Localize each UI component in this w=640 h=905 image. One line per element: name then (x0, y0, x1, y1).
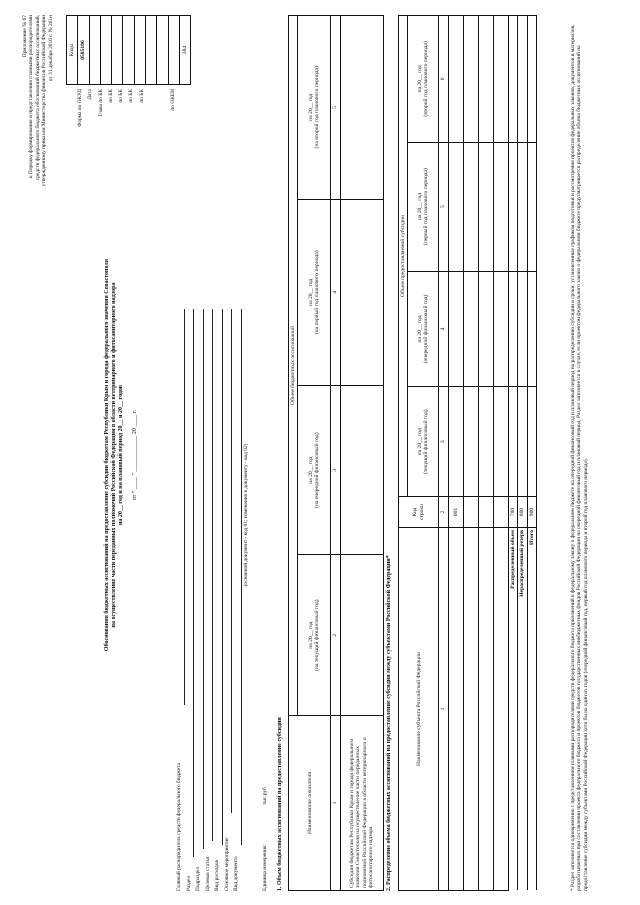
title-line-1: Обоснования бюджетных ассигнований на предоставление субсидии бюджетам Республики Крым и города федерального значения Севастополя (104, 258, 110, 652)
field-celevaya-statya: Целевая статья (204, 856, 211, 891)
label-glava: Глава по БК (97, 89, 104, 117)
field-glavny-rasporyaditel: Главный распорядитель средств федерального бюджета (176, 762, 182, 891)
s2-total-label: Распределенный объем (508, 528, 517, 891)
code-empty-1 (157, 16, 168, 85)
s2-row-name[interactable] (463, 528, 478, 891)
document-date: от " ____ " ____________ 20 ____ г. (132, 409, 138, 501)
s1-col-3-year: на 20__ год (308, 278, 314, 306)
s2-cell[interactable] (463, 387, 478, 497)
s2-group-header: Объем предоставляемой субсидии (399, 16, 408, 497)
s2-cell[interactable] (518, 142, 527, 271)
s2-total-code: 800 (518, 497, 527, 528)
s2-cell[interactable] (527, 387, 536, 497)
s2-total-code: 700 (508, 497, 517, 528)
s2-col-3-sub: (первый год планового периода) (423, 168, 430, 246)
field-line (231, 309, 232, 813)
s2-col-4 (408, 16, 439, 143)
appendix-block (22, 15, 54, 345)
field-line (184, 309, 185, 705)
title-line-2: на осуществление части переданных полномочий Российской Федерации в области ветеринарного и фитосанитарного надзора (111, 282, 117, 628)
field-podrazdel: Подраздел (195, 866, 201, 891)
s2-cell[interactable] (448, 142, 463, 271)
code-bk-4 (146, 16, 157, 85)
section1-title: 1. Объем бюджетных ассигнований на предоставление субсидии (277, 717, 283, 891)
label-bk-3: по БК (128, 89, 135, 103)
s2-cell[interactable] (527, 271, 536, 387)
s2-num: 3 (439, 387, 448, 497)
s1-col-2 (298, 386, 331, 555)
s1-cell[interactable] (340, 386, 383, 555)
unit-label: Единица измерения: (262, 844, 268, 891)
code-bk-1 (112, 16, 123, 85)
s1-col-4-year: на 20__ год (308, 93, 314, 121)
s2-row-code (478, 497, 493, 528)
label-empty-2 (159, 89, 169, 185)
s2-col-1-sub: (текущий финансовый год) (423, 409, 430, 475)
s2-col-4-year: на 20__ год (417, 65, 423, 93)
codes-header: Коды (67, 16, 78, 85)
s2-cell[interactable] (478, 142, 493, 271)
section1-table (288, 15, 384, 891)
s2-cell[interactable] (448, 271, 463, 387)
s2-num: 4 (439, 271, 448, 387)
s2-total-label: Нераспределенный резерв (518, 528, 527, 891)
field-line (241, 309, 242, 845)
s2-col-1-year: на 20__ год (417, 428, 423, 456)
doc-type-note: (основной документ - код 01; изменения к документу - код 02) (243, 443, 249, 587)
field-line (222, 309, 223, 845)
label-bk-1: по БК (107, 89, 114, 103)
s1-col-4-sub: (на второй год планового периода) (314, 66, 321, 149)
s2-col-code: Код строки (399, 497, 439, 528)
s2-row-code: 001 (448, 497, 463, 528)
s2-col-3-year: на 20__ год (417, 193, 423, 221)
s2-cell[interactable] (518, 271, 527, 387)
code-glava (100, 16, 111, 85)
s2-row-code (463, 497, 478, 528)
label-okud: Форма по ОКУД (77, 89, 83, 127)
appendix-line: средств федерального бюджета обоснований бюджетных ассигнований, (34, 15, 41, 181)
codes-table (66, 15, 191, 85)
label-empty-1 (149, 89, 159, 185)
code-bk-2 (123, 16, 134, 85)
s2-cell[interactable] (463, 271, 478, 387)
s2-col-2-sub: (очередной финансовый год) (423, 294, 430, 364)
section2-table (398, 15, 537, 891)
field-razdel: Раздел (185, 875, 192, 891)
section2-title: 2. Распределение объема бюджетных ассигнований на предоставление субсидии между субъектами Российской Федерации* (386, 555, 392, 891)
s1-col-3 (298, 199, 331, 385)
s2-row-name[interactable] (493, 528, 508, 891)
s1-num: 2 (331, 555, 340, 716)
s2-row-name[interactable] (478, 528, 493, 891)
s2-cell[interactable] (478, 387, 493, 497)
s1-col-1-year: на 20__ год (308, 621, 314, 649)
s2-col-4-sub: (второй год планового периода) (423, 41, 430, 117)
s2-cell[interactable] (448, 16, 463, 143)
title-line-3: на 20__ год и на плановый период 20__ и 20__ годов (118, 384, 124, 526)
s2-cell[interactable] (518, 16, 527, 143)
s1-cell[interactable] (340, 199, 383, 385)
s2-cell[interactable] (463, 142, 478, 271)
s1-col-3-sub: (на первый год планового периода) (314, 250, 321, 335)
s1-cell[interactable] (340, 555, 383, 716)
s1-num: 1 (331, 716, 340, 891)
s2-cell[interactable] (508, 387, 517, 497)
s2-cell[interactable] (508, 142, 517, 271)
s1-row-label: Субсидия бюджетам Республики Крым и города федерального значения Севастополя на осуществление части переданных полномочий Российской Федерации в области ветеринарного и фитосанитарного надзора (340, 716, 383, 891)
s2-cell[interactable] (478, 271, 493, 387)
s2-cell[interactable] (518, 387, 527, 497)
s1-num: 4 (331, 199, 340, 385)
s2-num: 1 (439, 528, 448, 891)
s2-cell[interactable] (463, 16, 478, 143)
code-okei: 384 (179, 16, 190, 85)
s2-col-3 (408, 142, 439, 271)
s1-cell[interactable] (340, 16, 383, 200)
appendix-line: от 31 декабря 2016 г. № 261н (47, 15, 54, 82)
s2-cell[interactable] (493, 16, 508, 143)
s1-col-2-sub: (на очередной финансовый год) (314, 432, 321, 508)
header-fields (176, 291, 243, 891)
s2-cell[interactable] (508, 16, 517, 143)
s1-col-2-year: на 20__ год (308, 456, 314, 484)
s2-cell[interactable] (448, 387, 463, 497)
field-vid-dokumenta: Вид документа (233, 856, 239, 891)
s2-cell[interactable] (508, 271, 517, 387)
code-date (89, 16, 100, 85)
field-line (203, 309, 204, 849)
codes-labels (77, 89, 180, 185)
s2-cell[interactable] (478, 16, 493, 143)
s2-cell[interactable] (493, 387, 508, 497)
s2-cell[interactable] (493, 271, 508, 387)
s2-total-code: 900 (527, 497, 536, 528)
code-bk-3 (134, 16, 145, 85)
label-date: Дата (87, 89, 94, 100)
s2-col-2 (408, 271, 439, 387)
s2-col-2-year: на 20__ год (417, 315, 423, 343)
s2-num: 6 (439, 16, 448, 143)
s2-cell[interactable] (527, 142, 536, 271)
s2-cell[interactable] (527, 16, 536, 143)
s1-num: 5 (331, 16, 340, 200)
label-okei: по ОКЕИ (169, 89, 176, 111)
s1-group-header: Объем бюджетных ассигнований (289, 16, 298, 716)
document-title (104, 135, 125, 775)
label-bk-4: по БК (138, 89, 145, 103)
s2-cell[interactable] (493, 142, 508, 271)
s2-num: 2 (439, 497, 448, 528)
s2-col-1 (408, 387, 439, 497)
s2-num: 5 (439, 142, 448, 271)
label-bk-2: по БК (118, 89, 125, 103)
code-empty-2 (168, 16, 179, 85)
footnote: * Раздел заполняется одновременно с представлением главными распорядителями средств федерального бюджета приложений к федеральному закону о федеральном бюджете на очередной финансовый год и плановый период по распределению субсидии в сроки, установленные графиком подготовки и рассмотрения проектов федеральных законов, документов и материалов, разрабатываемых при составлении проекта федерального бюджета и проектов бюджетов государственных внебюджетных фондов Российской Федерации на очередной финансовый год и плановый период. Раздел заполняется в случае, если проектом федерального закона о федеральном бюджете предусматривается распределение объема бюджетных ассигнований на предоставление субсидии между субъектами Российской Федерации хотя бы на один из годов (очередной финансовый год, первый год планового периода и второй год планового периода). (570, 24, 589, 891)
s1-col-1 (298, 555, 331, 716)
s1-col-name: Наименование показателя (289, 716, 331, 891)
appendix-line: утвержденному приказом Министерства финансов Российской Федерации (41, 15, 48, 187)
field-osnovnoe-meropriyatie: Основное мероприятие (223, 837, 230, 891)
s2-row-code (493, 497, 508, 528)
s2-total-label: Итого (527, 528, 536, 891)
appendix-title: Приложение № 67 (22, 15, 28, 58)
s2-row-name[interactable] (448, 528, 463, 891)
field-line (193, 309, 194, 857)
s1-col-1-sub: (на текущий финансовый год) (314, 599, 321, 671)
s2-col-name: Наименование субъекта Российской Федерации (399, 528, 439, 891)
unit-value: тыс.руб (262, 787, 268, 805)
code-okud: 0505106 (78, 16, 89, 85)
s1-num: 3 (331, 386, 340, 555)
field-line (212, 309, 213, 841)
field-vid-rashodov: Вид расходов (214, 860, 220, 891)
s1-col-4 (298, 16, 331, 200)
appendix-line: к Порядку формирования и представления главными распорядителями (28, 15, 35, 179)
